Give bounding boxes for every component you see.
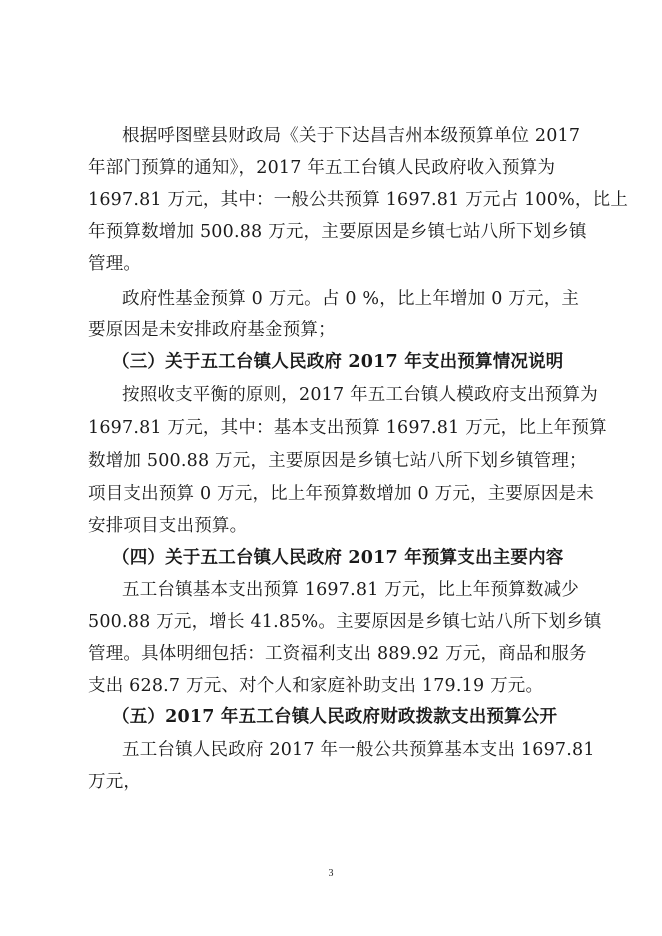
paragraph-line: 万元， (88, 772, 142, 792)
paragraph-line: 管理。 (88, 254, 142, 274)
paragraph-line: 1697.81 万元，其中：一般公共预算 1697.81 万元占 100%，比上 (88, 190, 629, 210)
paragraph-line: 支出 628.7 万元、对个人和家庭补助支出 179.19 万元。 (88, 676, 544, 696)
paragraph-line: 政府性基金预算 0 万元。占 0 %，比上年增加 0 万元，主 (122, 289, 580, 309)
paragraph-line: 要原因是未安排政府基金预算； (88, 320, 336, 340)
paragraph-line: 500.88 万元，增长 41.85%。主要原因是乡镇七站八所下划乡镇 (88, 612, 602, 632)
paragraph-line: 按照收支平衡的原则，2017 年五工台镇人模政府支出预算为 (122, 385, 598, 405)
paragraph-line: 数增加 500.88 万元，主要原因是乡镇七站八所下划乡镇管理； (88, 451, 587, 471)
paragraph-line: 根据呼图壁县财政局《关于下达昌吉州本级预算单位 2017 (122, 126, 581, 146)
page-number: 3 (328, 868, 334, 879)
paragraph-line: 年部门预算的通知》，2017 年五工台镇人民政府收入预算为 (88, 158, 556, 178)
paragraph-line: 五工台镇人民政府 2017 年一般公共预算基本支出 1697.81 (122, 740, 595, 760)
paragraph-line: 五工台镇基本支出预算 1697.81 万元，比上年预算数减少 (122, 580, 579, 600)
paragraph-line: 年预算数增加 500.88 万元，主要原因是乡镇七站八所下划乡镇 (88, 222, 587, 242)
section-heading-4: （四）关于五工台镇人民政府 2017 年预算支出主要内容 (112, 548, 564, 568)
paragraph-line: 安排项目支出预算。 (88, 516, 248, 536)
paragraph-line: 项目支出预算 0 万元，比上年预算数增加 0 万元，主要原因是未 (88, 484, 594, 504)
paragraph-line: 1697.81 万元，其中：基本支出预算 1697.81 万元，比上年预算 (88, 418, 607, 438)
section-heading-3: （三）关于五工台镇人民政府 2017 年支出预算情况说明 (112, 352, 564, 372)
section-heading-5: （五）2017 年五工台镇人民政府财政拨款支出预算公开 (112, 707, 558, 727)
paragraph-line: 管理。具体明细包括：工资福利支出 889.92 万元，商品和服务 (88, 644, 587, 664)
